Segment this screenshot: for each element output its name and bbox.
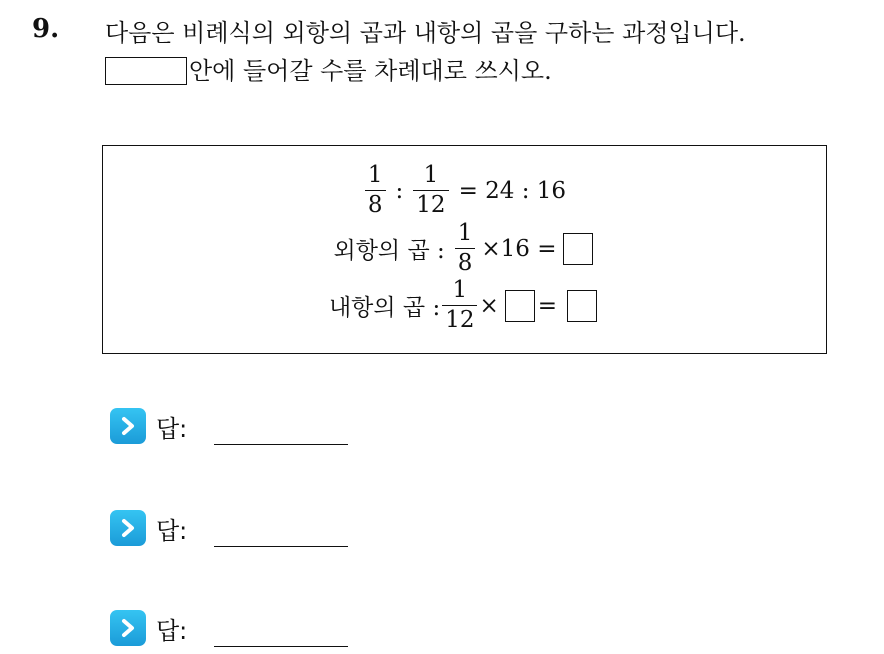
outer-fraction — [455, 222, 476, 275]
proportion-rest: = 24 : 16 — [458, 177, 567, 204]
proportion-line — [103, 164, 826, 217]
fraction-denominator: 12 — [413, 190, 448, 217]
inner-answer-box[interactable] — [567, 290, 597, 322]
answer-label: 답: — [156, 616, 188, 645]
fraction-numerator: 1 — [423, 162, 439, 188]
answer-input-line[interactable] — [214, 646, 348, 647]
times-sign: × — [479, 292, 499, 319]
chevron-right-icon — [110, 610, 146, 646]
answer-row-2 — [110, 510, 187, 546]
answer-row-1 — [110, 408, 187, 444]
question-text — [105, 14, 746, 90]
outer-answer-box[interactable] — [563, 233, 593, 265]
fraction-numerator: 1 — [367, 162, 383, 188]
question-line-1: 다음은 비례식의 외항의 곱과 내항의 곱을 구하는 과정입니다. — [105, 19, 746, 47]
question-line-2-text: 안에 들어갈 수를 차례대로 쓰시오. — [189, 57, 552, 85]
fraction-one-eighth — [365, 164, 386, 217]
chevron-right-icon — [110, 408, 146, 444]
fraction-numerator: 1 — [452, 277, 468, 303]
question-line-2 — [105, 52, 746, 90]
answer-label: 답: — [156, 516, 188, 545]
fraction-numerator: 1 — [457, 220, 473, 246]
inner-product-line — [103, 279, 826, 332]
outer-product-line — [103, 222, 826, 275]
answer-input-line[interactable] — [214, 444, 348, 445]
inner-product-label: 내항의 곱 : — [328, 295, 441, 321]
equation-box — [102, 145, 827, 354]
answer-input-line[interactable] — [214, 546, 348, 547]
inner-multiplier-box[interactable] — [505, 290, 535, 322]
answer-label: 답: — [156, 414, 188, 443]
answer-row-3 — [110, 610, 187, 646]
outer-product-rest: ×16 = — [481, 235, 557, 262]
ratio-colon: : — [395, 177, 404, 204]
fraction-denominator: 12 — [442, 305, 477, 332]
question-number: 9. — [32, 14, 60, 44]
fraction-one-twelfth — [413, 164, 448, 217]
equals-sign: = — [537, 292, 558, 319]
inline-blank-box — [105, 57, 187, 85]
chevron-right-icon — [110, 510, 146, 546]
outer-product-label: 외항의 곱 : — [333, 238, 445, 264]
fraction-denominator: 8 — [365, 190, 386, 217]
inner-fraction — [442, 279, 477, 332]
fraction-denominator: 8 — [455, 248, 476, 275]
